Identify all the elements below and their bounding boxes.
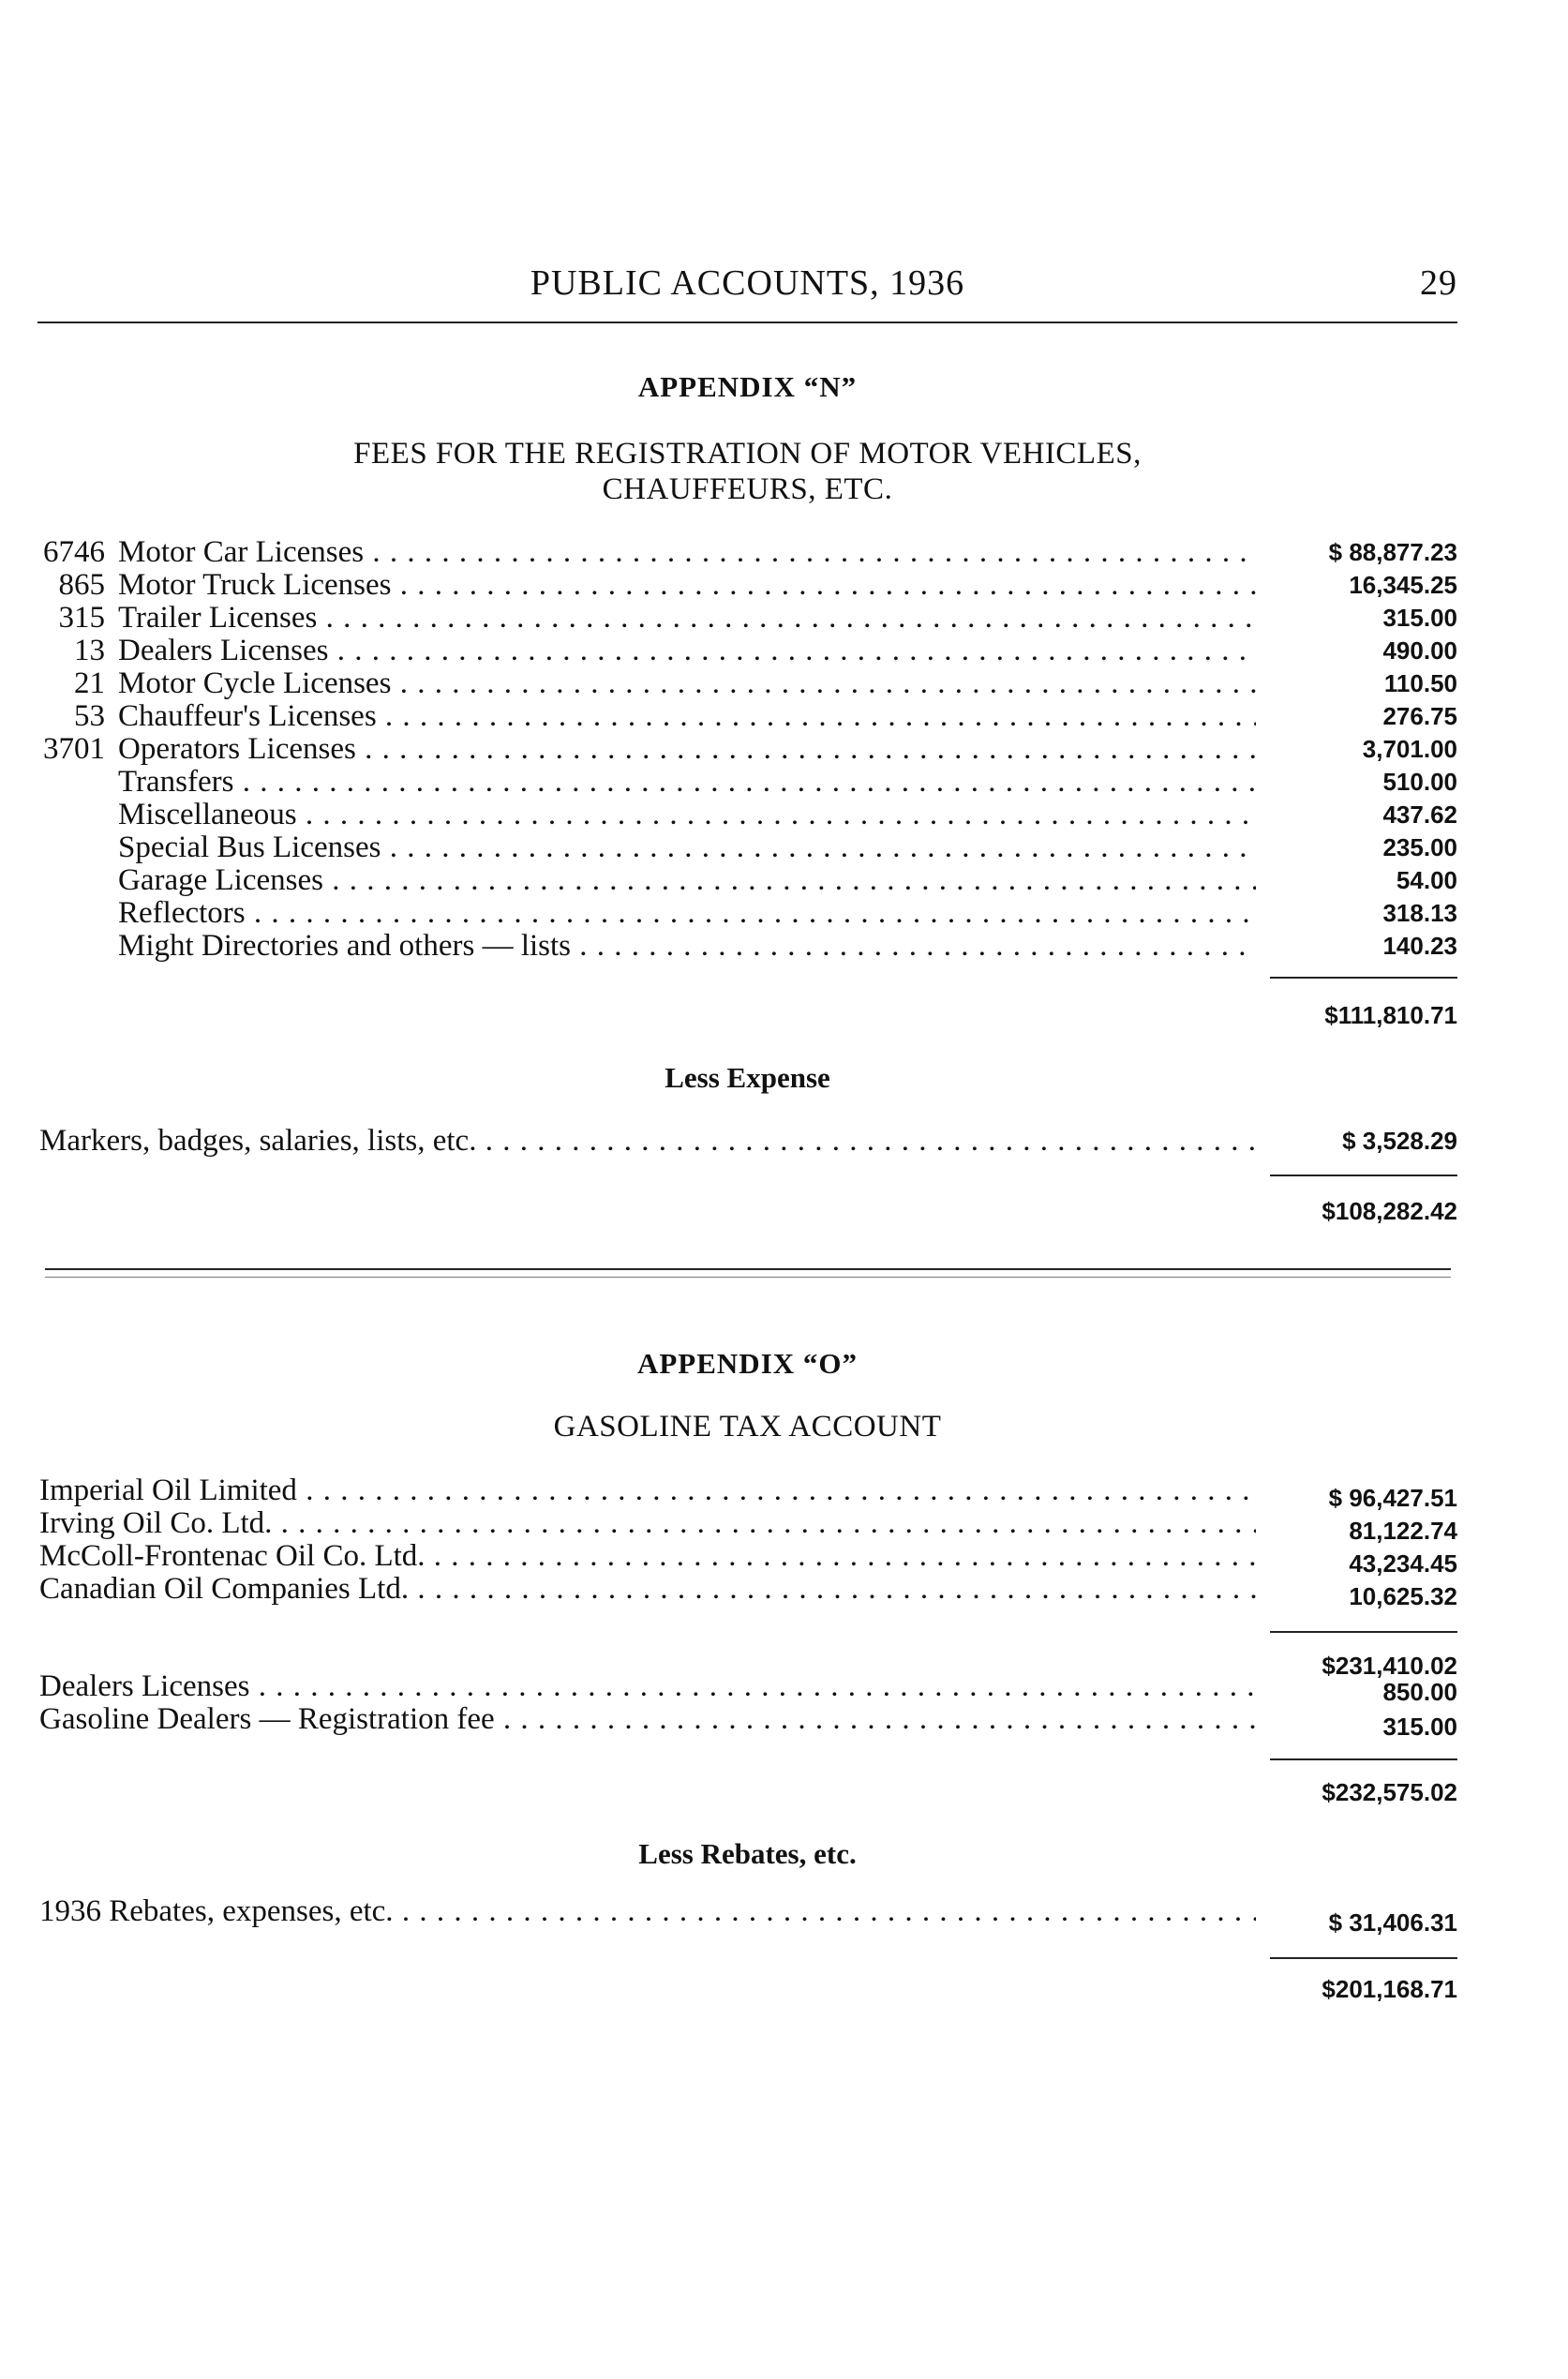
less-rebates-heading: Less Rebates, etc.	[638, 1837, 857, 1870]
other-amount: 850.00	[1382, 1678, 1457, 1706]
appendix-n-net: $108,282.42	[1322, 1197, 1457, 1225]
item-amount: 16,345.25	[1349, 571, 1457, 599]
total-rule-o	[1270, 1758, 1457, 1760]
appendix-o-subtitle: GASOLINE TAX ACCOUNT	[553, 1410, 942, 1444]
list-item	[37, 766, 1457, 798]
page-title: PUBLIC ACCOUNTS, 1936	[530, 263, 965, 303]
item-label: Chauffeur's Licenses . . .	[118, 700, 1256, 732]
rebate-row	[37, 1895, 1457, 1937]
item-label: Operators Licenses . . .	[118, 733, 1256, 765]
list-item	[37, 1670, 1457, 1706]
list-item	[37, 1540, 1457, 1578]
item-amount: 3,701.00	[1362, 735, 1457, 763]
item-label: Dealers Licenses . . .	[118, 635, 1256, 666]
item-quantity: 21	[74, 666, 105, 700]
item-amount: 490.00	[1382, 636, 1457, 665]
company-amount: 81,122.74	[1349, 1517, 1457, 1545]
subtotal-rule	[1270, 1631, 1457, 1633]
net-rule-o	[1270, 1957, 1457, 1959]
item-label: Motor Cycle Licenses . . .	[118, 667, 1256, 699]
appendix-n-total: $111,810.71	[1324, 1001, 1457, 1029]
list-item	[37, 635, 1457, 666]
list-item	[37, 1474, 1457, 1512]
item-amount: 315.00	[1382, 604, 1457, 632]
header-rule	[37, 322, 1457, 323]
expense-amount: $ 3,528.29	[1342, 1127, 1457, 1155]
list-item	[37, 536, 1457, 568]
item-quantity: 13	[74, 634, 105, 667]
appendix-n-subtitle-1: FEES FOR THE REGISTRATION OF MOTOR VEHICLES,	[353, 437, 1142, 471]
net-rule	[1270, 1175, 1457, 1176]
appendix-o-total: $232,575.02	[1322, 1778, 1457, 1806]
other-label: Gasoline Dealers — Registration fee . . .	[39, 1703, 1256, 1735]
item-amount: 54.00	[1396, 866, 1457, 894]
item-amount: $ 88,877.23	[1328, 538, 1457, 566]
item-label: Trailer Licenses . . .	[118, 602, 1256, 634]
appendix-o-subtotal: $231,410.02	[1322, 1652, 1457, 1680]
appendix-n-title: APPENDIX “N”	[637, 370, 858, 403]
company-amount: $ 96,427.51	[1328, 1484, 1457, 1512]
item-label: Transfers . . .	[118, 766, 1256, 798]
item-amount: 110.50	[1383, 669, 1457, 697]
item-quantity: 53	[74, 699, 105, 733]
item-quantity: 865	[58, 568, 105, 602]
list-item	[37, 602, 1457, 634]
item-amount: 510.00	[1382, 768, 1457, 796]
item-quantity: 6746	[43, 535, 105, 569]
list-item	[37, 930, 1457, 962]
list-item	[37, 569, 1457, 601]
company-amount: 10,625.32	[1349, 1582, 1457, 1610]
company-label: McColl-Frontenac Oil Co. Ltd. . . .	[39, 1540, 1256, 1572]
less-expense-heading: Less Expense	[665, 1061, 830, 1094]
company-label: Canadian Oil Companies Ltd. . . .	[39, 1573, 1256, 1605]
list-item	[37, 733, 1457, 765]
appendix-o-net: $201,168.71	[1322, 1975, 1457, 2003]
list-item	[37, 667, 1457, 699]
section-divider-secondary	[45, 1277, 1451, 1278]
item-label: Motor Car Licenses . . .	[118, 536, 1256, 568]
list-item	[37, 864, 1457, 896]
item-amount: 437.62	[1382, 800, 1457, 829]
expense-label: Markers, badges, salaries, lists, etc. . . .	[39, 1125, 1256, 1157]
item-amount: 140.23	[1382, 932, 1457, 960]
list-item	[37, 897, 1457, 929]
rebate-label: 1936 Rebates, expenses, etc. . . .	[39, 1895, 1256, 1927]
item-label: Might Directories and others — lists . . .	[118, 930, 1256, 962]
item-quantity: 3701	[43, 732, 105, 766]
section-divider	[45, 1268, 1451, 1270]
page-number: 29	[1420, 263, 1457, 303]
company-label: Imperial Oil Limited . . .	[39, 1474, 1256, 1506]
item-label: Special Bus Licenses . . .	[118, 831, 1256, 863]
rebate-amount: $ 31,406.31	[1328, 1908, 1457, 1937]
item-label: Reflectors . . .	[118, 897, 1256, 929]
list-item	[37, 799, 1457, 830]
list-item	[37, 831, 1457, 863]
item-label: Garage Licenses . . .	[118, 864, 1256, 896]
item-amount: 276.75	[1382, 702, 1457, 730]
appendix-o-title: APPENDIX “O”	[636, 1347, 859, 1380]
total-rule	[1270, 977, 1457, 979]
other-label: Dealers Licenses . . .	[39, 1670, 1256, 1702]
company-label: Irving Oil Co. Ltd. . . .	[39, 1507, 1256, 1539]
appendix-n-subtitle-2: CHAUFFEURS, ETC.	[602, 472, 893, 506]
list-item	[37, 700, 1457, 732]
list-item	[37, 1703, 1457, 1741]
item-label: Miscellaneous . . .	[118, 799, 1256, 830]
expense-row	[37, 1125, 1457, 1157]
other-amount: 315.00	[1382, 1713, 1457, 1741]
company-amount: 43,234.45	[1349, 1549, 1457, 1578]
item-amount: 235.00	[1382, 833, 1457, 861]
item-label: Motor Truck Licenses . . .	[118, 569, 1256, 601]
item-quantity: 315	[58, 601, 105, 635]
list-item	[37, 1573, 1457, 1610]
page-header	[37, 262, 1457, 309]
list-item	[37, 1507, 1457, 1545]
item-amount: 318.13	[1382, 899, 1457, 927]
